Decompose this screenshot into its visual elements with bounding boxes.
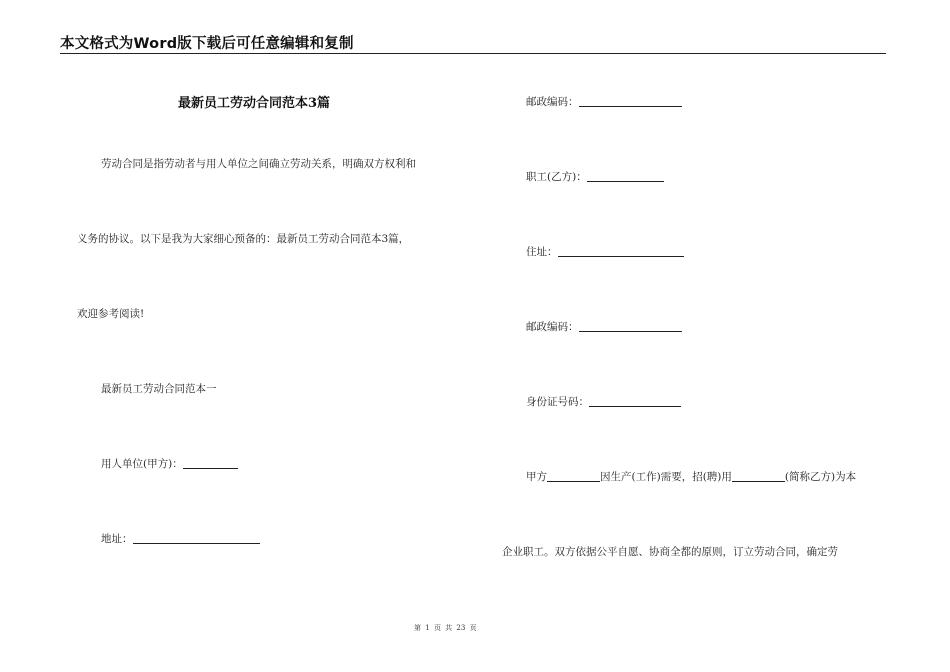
id-field [526, 394, 681, 409]
footer-prefix: 第 [414, 624, 421, 632]
employee-field [526, 169, 664, 184]
residence-blank [558, 246, 684, 257]
postcode-field-1 [526, 94, 682, 109]
employee-blank [587, 171, 664, 182]
footer-total-prefix: 共 [445, 624, 453, 632]
employer-blank [183, 458, 238, 469]
postcode-label-1: 邮政编码： [526, 96, 579, 108]
postcode-field-2 [526, 319, 682, 334]
employer-field [101, 456, 238, 471]
address-label: 地址： [101, 533, 133, 545]
footer-page-number: 1 [425, 624, 430, 632]
postcode-label-2: 邮政编码： [526, 321, 579, 333]
residence-label: 住址： [526, 246, 558, 258]
employee-label: 职工(乙方)： [526, 171, 587, 183]
document-header: 本文格式为Word版下载后可任意编辑和复制 [60, 36, 354, 52]
header-divider [60, 53, 886, 54]
residence-field [526, 244, 684, 259]
intro-line-2: 义务的协议。以下是我为大家细心预备的：最新员工劳动合同范本3篇， [77, 233, 410, 245]
clause-part-1: 甲方 [526, 471, 547, 483]
address-blank [133, 533, 260, 544]
footer-page-word: 页 [433, 624, 441, 632]
address-field [101, 531, 260, 546]
clause-part-2: 因生产(工作)需要，招(聘)用 [600, 471, 732, 483]
id-label: 身份证号码： [526, 396, 589, 408]
page-footer [414, 623, 479, 633]
footer-suffix: 页 [469, 624, 477, 632]
postcode-blank-2 [579, 321, 682, 332]
clause-line-2: 企业职工。双方依据公平自愿、协商全都的原则，订立劳动合同，确定劳 [502, 546, 838, 558]
clause-part-3: (简称乙方)为本 [784, 471, 857, 483]
document-title: 最新员工劳动合同范本3篇 [178, 96, 331, 111]
employer-label: 用人单位(甲方)： [101, 458, 183, 470]
id-blank [589, 396, 681, 407]
section-heading: 最新员工劳动合同范本一 [101, 383, 217, 395]
clause-blank-1 [547, 471, 600, 482]
intro-line-3: 欢迎参考阅读! [77, 308, 145, 320]
footer-total-pages: 23 [456, 624, 466, 632]
intro-line-1: 劳动合同是指劳动者与用人单位之间确立劳动关系，明确双方权利和 [101, 158, 416, 170]
postcode-blank-1 [579, 96, 682, 107]
clause-line-1 [526, 469, 856, 484]
clause-blank-2 [732, 471, 785, 482]
